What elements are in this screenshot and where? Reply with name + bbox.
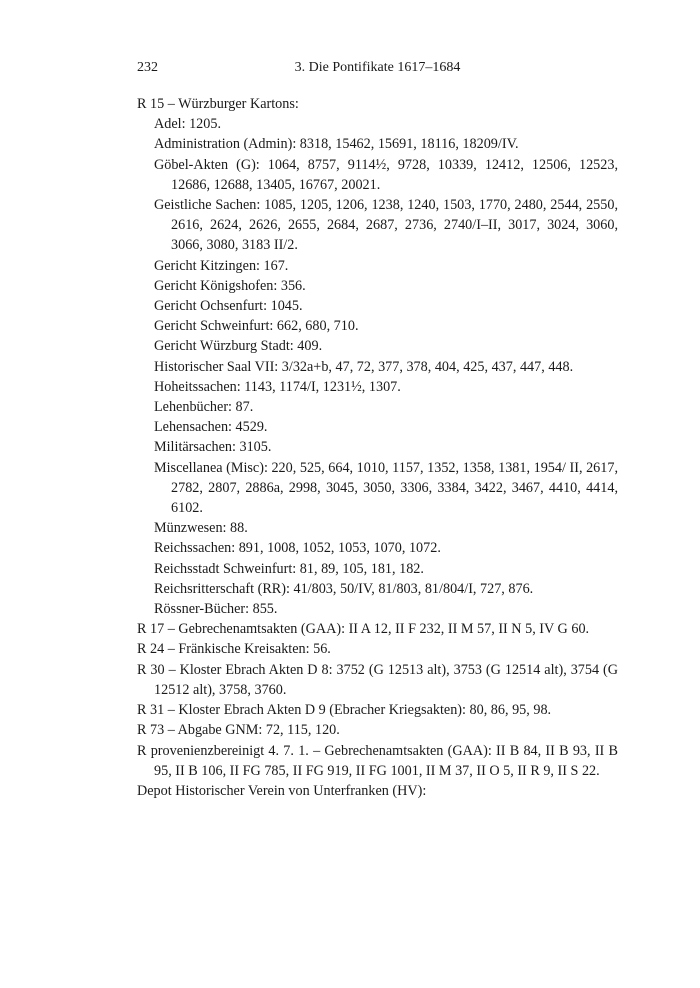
index-entry-r-provenienzbereinigt: R provenienzbereinigt 4. 7. 1. – Gebrechenamtsakten (GAA): II B 84, II B 93, II B 95, II B 106, II FG 785, II FG 919, II FG 1001, II M 37, II O 5, II R 9, II S 22. xyxy=(137,742,618,779)
index-entry-geistliche-sachen: Geistliche Sachen: 1085, 1205, 1206, 1238, 1240, 1503, 1770, 2480, 2544, 2550, 2616, 2624, 2626, 2655, 2684, 2687, 2736, 2740/I–II, 3017, 3024, 3060, 3066, 3080, 3183 II/2. xyxy=(154,197,618,254)
index-entry-gericht-schweinfurt: Gericht Schweinfurt: 662, 680, 710. xyxy=(154,318,359,335)
index-entry-goebel-akten: Göbel-Akten (G): 1064, 8757, 9114½, 9728, 10339, 12412, 12506, 12523, 12686, 12688, 13405, 16767, 20021. xyxy=(154,156,618,193)
index-entry-gericht-wuerzburg-stadt: Gericht Würzburg Stadt: 409. xyxy=(154,338,323,355)
index-entry-militaersachen: Militärsachen: 3105. xyxy=(154,439,272,456)
index-entry-roessner-buecher: Rössner-Bücher: 855. xyxy=(154,601,278,618)
index-entry-depot-hv: Depot Historischer Verein von Unterfranken (HV): xyxy=(137,782,427,799)
index-entry-lehenbuecher: Lehenbücher: 87. xyxy=(154,399,254,416)
running-head xyxy=(137,60,618,84)
page-number: 232 xyxy=(137,60,158,75)
index-entry-reichssachen: Reichssachen: 891, 1008, 1052, 1053, 1070, 1072. xyxy=(154,540,441,557)
index-entry-lehensachen: Lehensachen: 4529. xyxy=(154,419,268,436)
index-entry-historischer-saal: Historischer Saal VII: 3/32a+b, 47, 72, 377, 378, 404, 425, 437, 447, 448. xyxy=(154,358,574,375)
index-entry-gericht-ochsenfurt: Gericht Ochsenfurt: 1045. xyxy=(154,298,303,315)
index-entry-r73: R 73 – Abgabe GNM: 72, 115, 120. xyxy=(137,722,340,739)
index-entry-gericht-koenigshofen: Gericht Königshofen: 356. xyxy=(154,277,306,294)
index-entry-miscellanea: Miscellanea (Misc): 220, 525, 664, 1010, 1157, 1352, 1358, 1381, 1954/ II, 2617, 2782, 2807, 2886a, 2998, 3045, 3050, 3306, 3384, 3422, 3467, 4410, 4414, 6102. xyxy=(154,459,618,517)
running-head-title: 3. Die Pontifikate 1617–1684 xyxy=(294,60,461,75)
index-entry-r31: R 31 – Kloster Ebrach Akten D 9 (Ebracher Kriegsakten): 80, 86, 95, 98. xyxy=(137,702,552,719)
book-page xyxy=(137,60,618,801)
index-entry-reichsritterschaft: Reichsritterschaft (RR): 41/803, 50/IV, 81/803, 81/804/I, 727, 876. xyxy=(154,580,534,597)
archive-index-list xyxy=(137,94,618,801)
index-entry-r15: R 15 – Würzburger Kartons: xyxy=(137,96,299,112)
index-entry-r24: R 24 – Fränkische Kreisakten: 56. xyxy=(137,641,331,658)
index-entry-muenzwesen: Münzwesen: 88. xyxy=(154,520,248,537)
index-entry-reichsstadt-schweinfurt: Reichsstadt Schweinfurt: 81, 89, 105, 181, 182. xyxy=(154,560,424,577)
index-entry-r17: R 17 – Gebrechenamtsakten (GAA): II A 12, II F 232, II M 57, II N 5, IV G 60. xyxy=(137,621,590,638)
index-entry-gericht-kitzingen: Gericht Kitzingen: 167. xyxy=(154,257,289,274)
index-entry-adel: Adel: 1205. xyxy=(154,116,221,133)
index-entry-hoheitssachen: Hoheitssachen: 1143, 1174/I, 1231½, 1307. xyxy=(154,378,401,395)
index-entry-r30: R 30 – Kloster Ebrach Akten D 8: 3752 (G 12513 alt), 3753 (G 12514 alt), 3754 (G 12512 alt), 3758, 3760. xyxy=(137,661,618,698)
index-entry-administration: Administration (Admin): 8318, 15462, 15691, 18116, 18209/IV. xyxy=(154,136,519,153)
